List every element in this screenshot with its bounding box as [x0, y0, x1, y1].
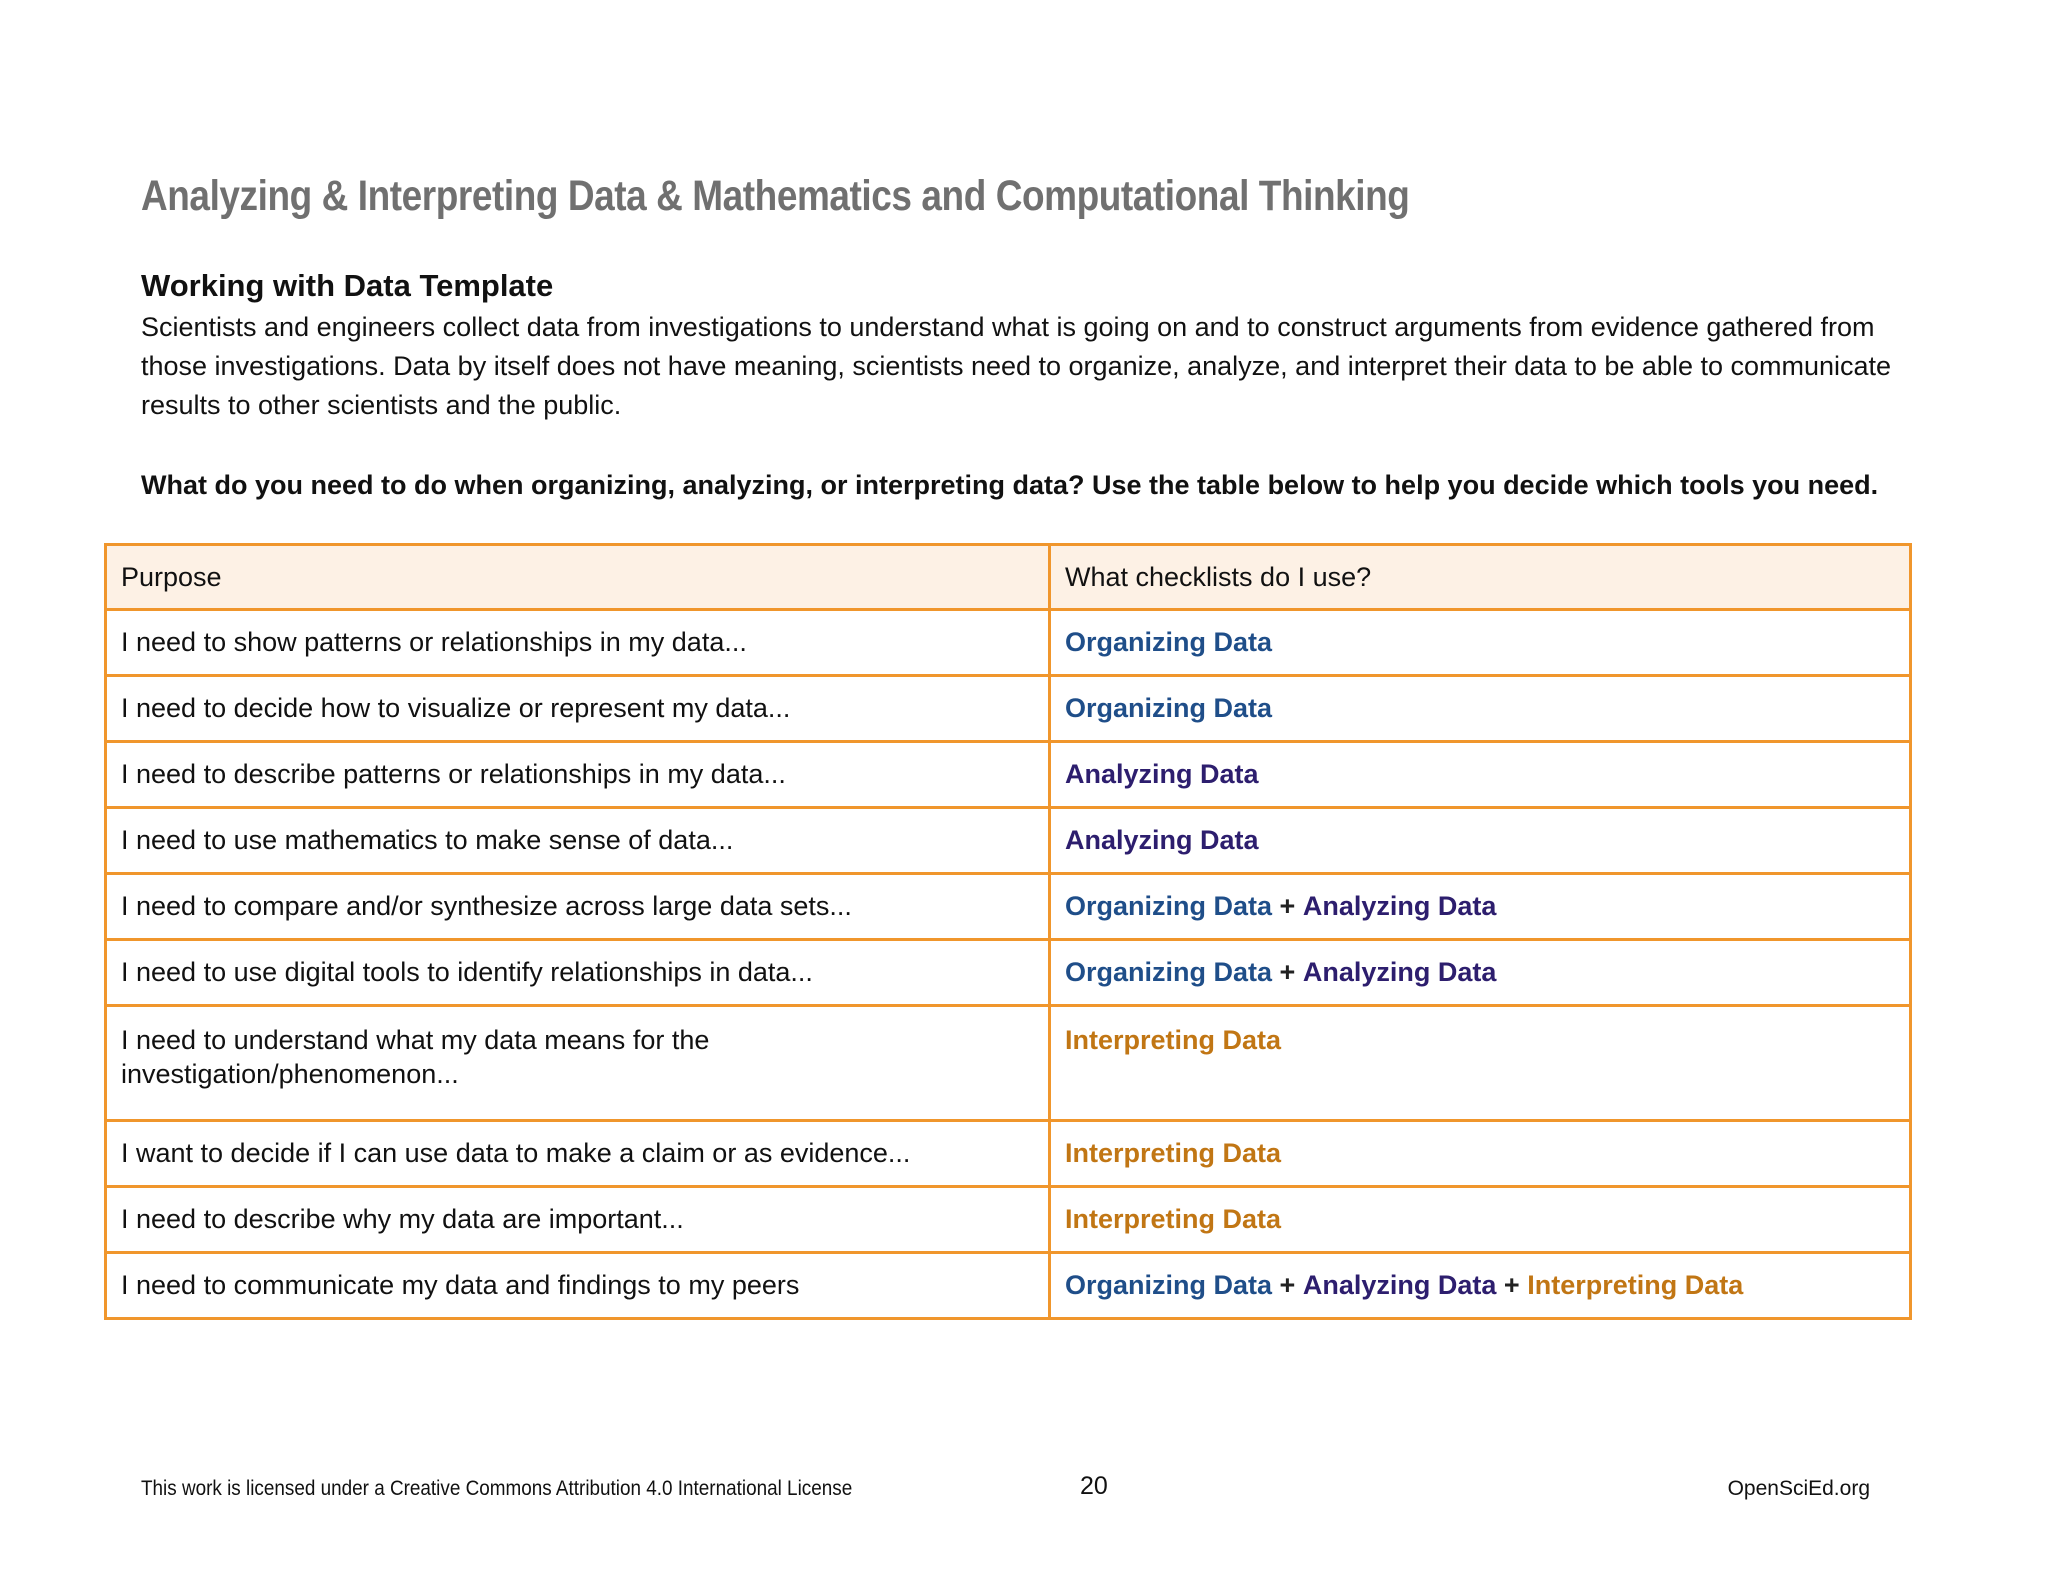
plus-separator: +	[1279, 891, 1296, 921]
purpose-cell: I need to use digital tools to identify relationships in data...	[106, 940, 1050, 1006]
analyzing-data-tag: Analyzing Data	[1302, 1270, 1497, 1300]
page-number: 20	[1080, 1472, 1108, 1500]
checklist-cell	[1050, 610, 1911, 676]
checklist-cell	[1050, 874, 1911, 940]
plus-separator: +	[1279, 1270, 1296, 1300]
table-row	[106, 808, 1911, 874]
checklists-header: What checklists do I use?	[1050, 545, 1911, 610]
table-row	[106, 1121, 1911, 1187]
intro-paragraph: Scientists and engineers collect data from investigations to understand what is going on and to construct arguments from evidence gathered from those investigations. Data by itself does not have meaning, scientists need to organize, analyze, and interpret their data to be able to communicate results to other scientists and the public.	[141, 312, 1892, 420]
purpose-cell: I need to describe patterns or relationships in my data...	[106, 742, 1050, 808]
footer-site: OpenSciEd.org	[1727, 1477, 1870, 1500]
plus-separator: +	[1279, 957, 1296, 987]
table-row	[106, 874, 1911, 940]
purpose-cell: I need to communicate my data and findings to my peers	[106, 1253, 1050, 1319]
checklist-cell	[1050, 676, 1911, 742]
checklist-cell	[1050, 808, 1911, 874]
table-row	[106, 940, 1911, 1006]
table-row	[106, 1006, 1911, 1121]
footer-license: This work is licensed under a Creative Commons Attribution 4.0 International License	[141, 1477, 853, 1500]
checklist-cell	[1050, 1121, 1911, 1187]
table-row	[106, 610, 1911, 676]
organizing-data-tag: Organizing Data	[1065, 957, 1273, 987]
plus-separator: +	[1503, 1270, 1520, 1300]
purpose-header: Purpose	[106, 545, 1050, 610]
purpose-cell: I need to decide how to visualize or represent my data...	[106, 676, 1050, 742]
organizing-data-tag: Organizing Data	[1065, 891, 1273, 921]
section-subtitle: Working with Data Template	[141, 268, 554, 303]
analyzing-data-tag: Analyzing Data	[1065, 759, 1259, 789]
checklist-cell	[1050, 1187, 1911, 1253]
purpose-cell: I need to use mathematics to make sense of data...	[106, 808, 1050, 874]
checklist-cell	[1050, 1006, 1911, 1121]
purpose-cell: I need to understand what my data means for the investigation/phenomenon...	[106, 1006, 1050, 1121]
table-header-row	[106, 545, 1911, 610]
purpose-cell: I need to describe why my data are important...	[106, 1187, 1050, 1253]
table-row	[106, 1253, 1911, 1319]
checklist-cell	[1050, 1253, 1911, 1319]
table-row	[106, 742, 1911, 808]
interpreting-data-tag: Interpreting Data	[1527, 1270, 1744, 1300]
purpose-cell: I need to show patterns or relationships in my data...	[106, 610, 1050, 676]
table-row	[106, 1187, 1911, 1253]
organizing-data-tag: Organizing Data	[1065, 1270, 1273, 1300]
interpreting-data-tag: Interpreting Data	[1065, 1025, 1282, 1055]
interpreting-data-tag: Interpreting Data	[1065, 1138, 1282, 1168]
organizing-data-tag: Organizing Data	[1065, 627, 1273, 657]
purpose-cell: I want to decide if I can use data to make a claim or as evidence...	[106, 1121, 1050, 1187]
purpose-cell: I need to compare and/or synthesize across large data sets...	[106, 874, 1050, 940]
page-title: Analyzing & Interpreting Data & Mathematics and Computational Thinking	[141, 172, 1410, 220]
organizing-data-tag: Organizing Data	[1065, 693, 1273, 723]
analyzing-data-tag: Analyzing Data	[1302, 891, 1497, 921]
checklist-cell	[1050, 742, 1911, 808]
interpreting-data-tag: Interpreting Data	[1065, 1204, 1282, 1234]
checklist-table	[104, 543, 1912, 1320]
checklist-cell	[1050, 940, 1911, 1006]
analyzing-data-tag: Analyzing Data	[1065, 825, 1259, 855]
guiding-question: What do you need to do when organizing, analyzing, or interpreting data? Use the table below to help you decide which tools you need.	[141, 470, 1879, 500]
analyzing-data-tag: Analyzing Data	[1302, 957, 1497, 987]
table-row	[106, 676, 1911, 742]
